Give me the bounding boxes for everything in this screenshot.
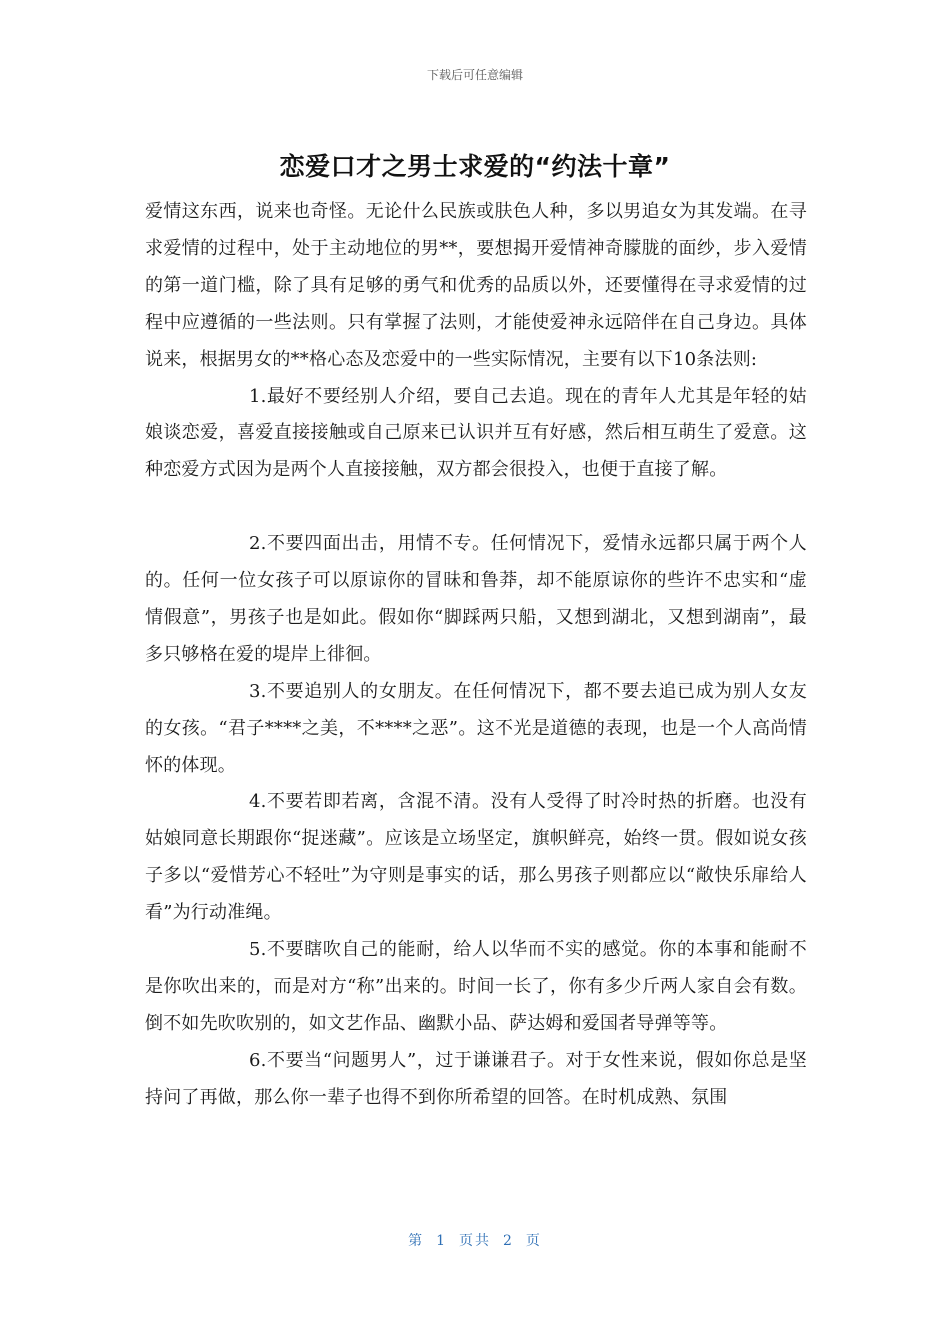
paragraph-rule-1: 1.最好不要经别人介绍，要自己去追。现在的青年人尤其是年轻的姑娘谈恋爱，喜爱直接接触或自己原来已认识并互有好感，然后相互萌生了爱意。这种恋爱方式因为是两个人直接接触，双方都会很投入，也便于直接了解。 xyxy=(145,385,807,481)
paragraph-rule-3: 3.不要追别人的女朋友。在任何情况下，都不要去追已成为别人女友的女孩。“君子****之美，不****之恶”。这不光是道德的表现，也是一个人高尚情怀的体现。 xyxy=(145,680,807,776)
page-label-suffix: 页 xyxy=(525,1233,542,1249)
paragraph-intro: 爱情这东西，说来也奇怪。无论什么民族或肤色人种，多以男追女为其发端。在寻求爱情的过程中，处于主动地位的男**，要想揭开爱情神奇朦胧的面纱，步入爱情的第一道门槛，除了具有足够的勇气和优秀的品质以外，还要懂得在寻求爱情的过程中应遵循的一些法则。只有掌握了法则，才能使爱神永远陪伴在自己身边。具体说来，根据男女的**格心态及恋爱中的一些实际情况，主要有以下10条法则: xyxy=(145,201,807,370)
paragraph-rule-5: 5.不要瞎吹自己的能耐，给人以华而不实的感觉。你的本事和能耐不是你吹出来的，而是对方“称”出来的。时间一长了，你有多少斤两人家自会有数。倒不如先吹吹别的，如文艺作品、幽默小品、萨达姆和爱国者导弹等等。 xyxy=(145,939,807,1034)
document-body xyxy=(145,194,807,1117)
total-page-count: 2 xyxy=(503,1233,514,1249)
paragraph-rule-6: 6.不要当“问题男人”，过于谦谦君子。对于女性来说，假如你总是坚持问了再做，那么你一辈子也得不到你所希望的回答。在时机成熟、氛围 xyxy=(145,1049,807,1108)
paragraph-rule-2: 2.不要四面出击，用情不专。任何情况下，爱情永远都只属于两个人的。任何一位女孩子可以原谅你的冒昧和鲁莽，却不能原谅你的些许不忠实和“虚情假意”，男孩子也是如此。假如你“脚踩两只船，又想到湖北，又想到湖南”，最多只够格在爱的堤岸上徘徊。 xyxy=(145,533,807,665)
page-label-mid: 页共 xyxy=(459,1233,491,1249)
current-page-number: 1 xyxy=(436,1233,447,1249)
page-footer xyxy=(0,1230,950,1250)
page-header-note: 下载后可任意编辑 xyxy=(426,68,523,82)
paragraph-rule-4: 4.不要若即若离，含混不清。没有人受得了时冷时热的折磨。也没有姑娘同意长期跟你“捉迷藏”。应该是立场坚定，旗帜鲜亮，始终一贯。假如说女孩子多以“爱惜芳心不轻吐”为守则是事实的话，那么男孩子则都应以“敞快乐扉给人看”为行动准绳。 xyxy=(145,791,807,924)
page-label-prefix: 第 xyxy=(408,1233,425,1249)
document-title: 恋爱口才之男士求爱的“约法十章” xyxy=(279,152,671,181)
